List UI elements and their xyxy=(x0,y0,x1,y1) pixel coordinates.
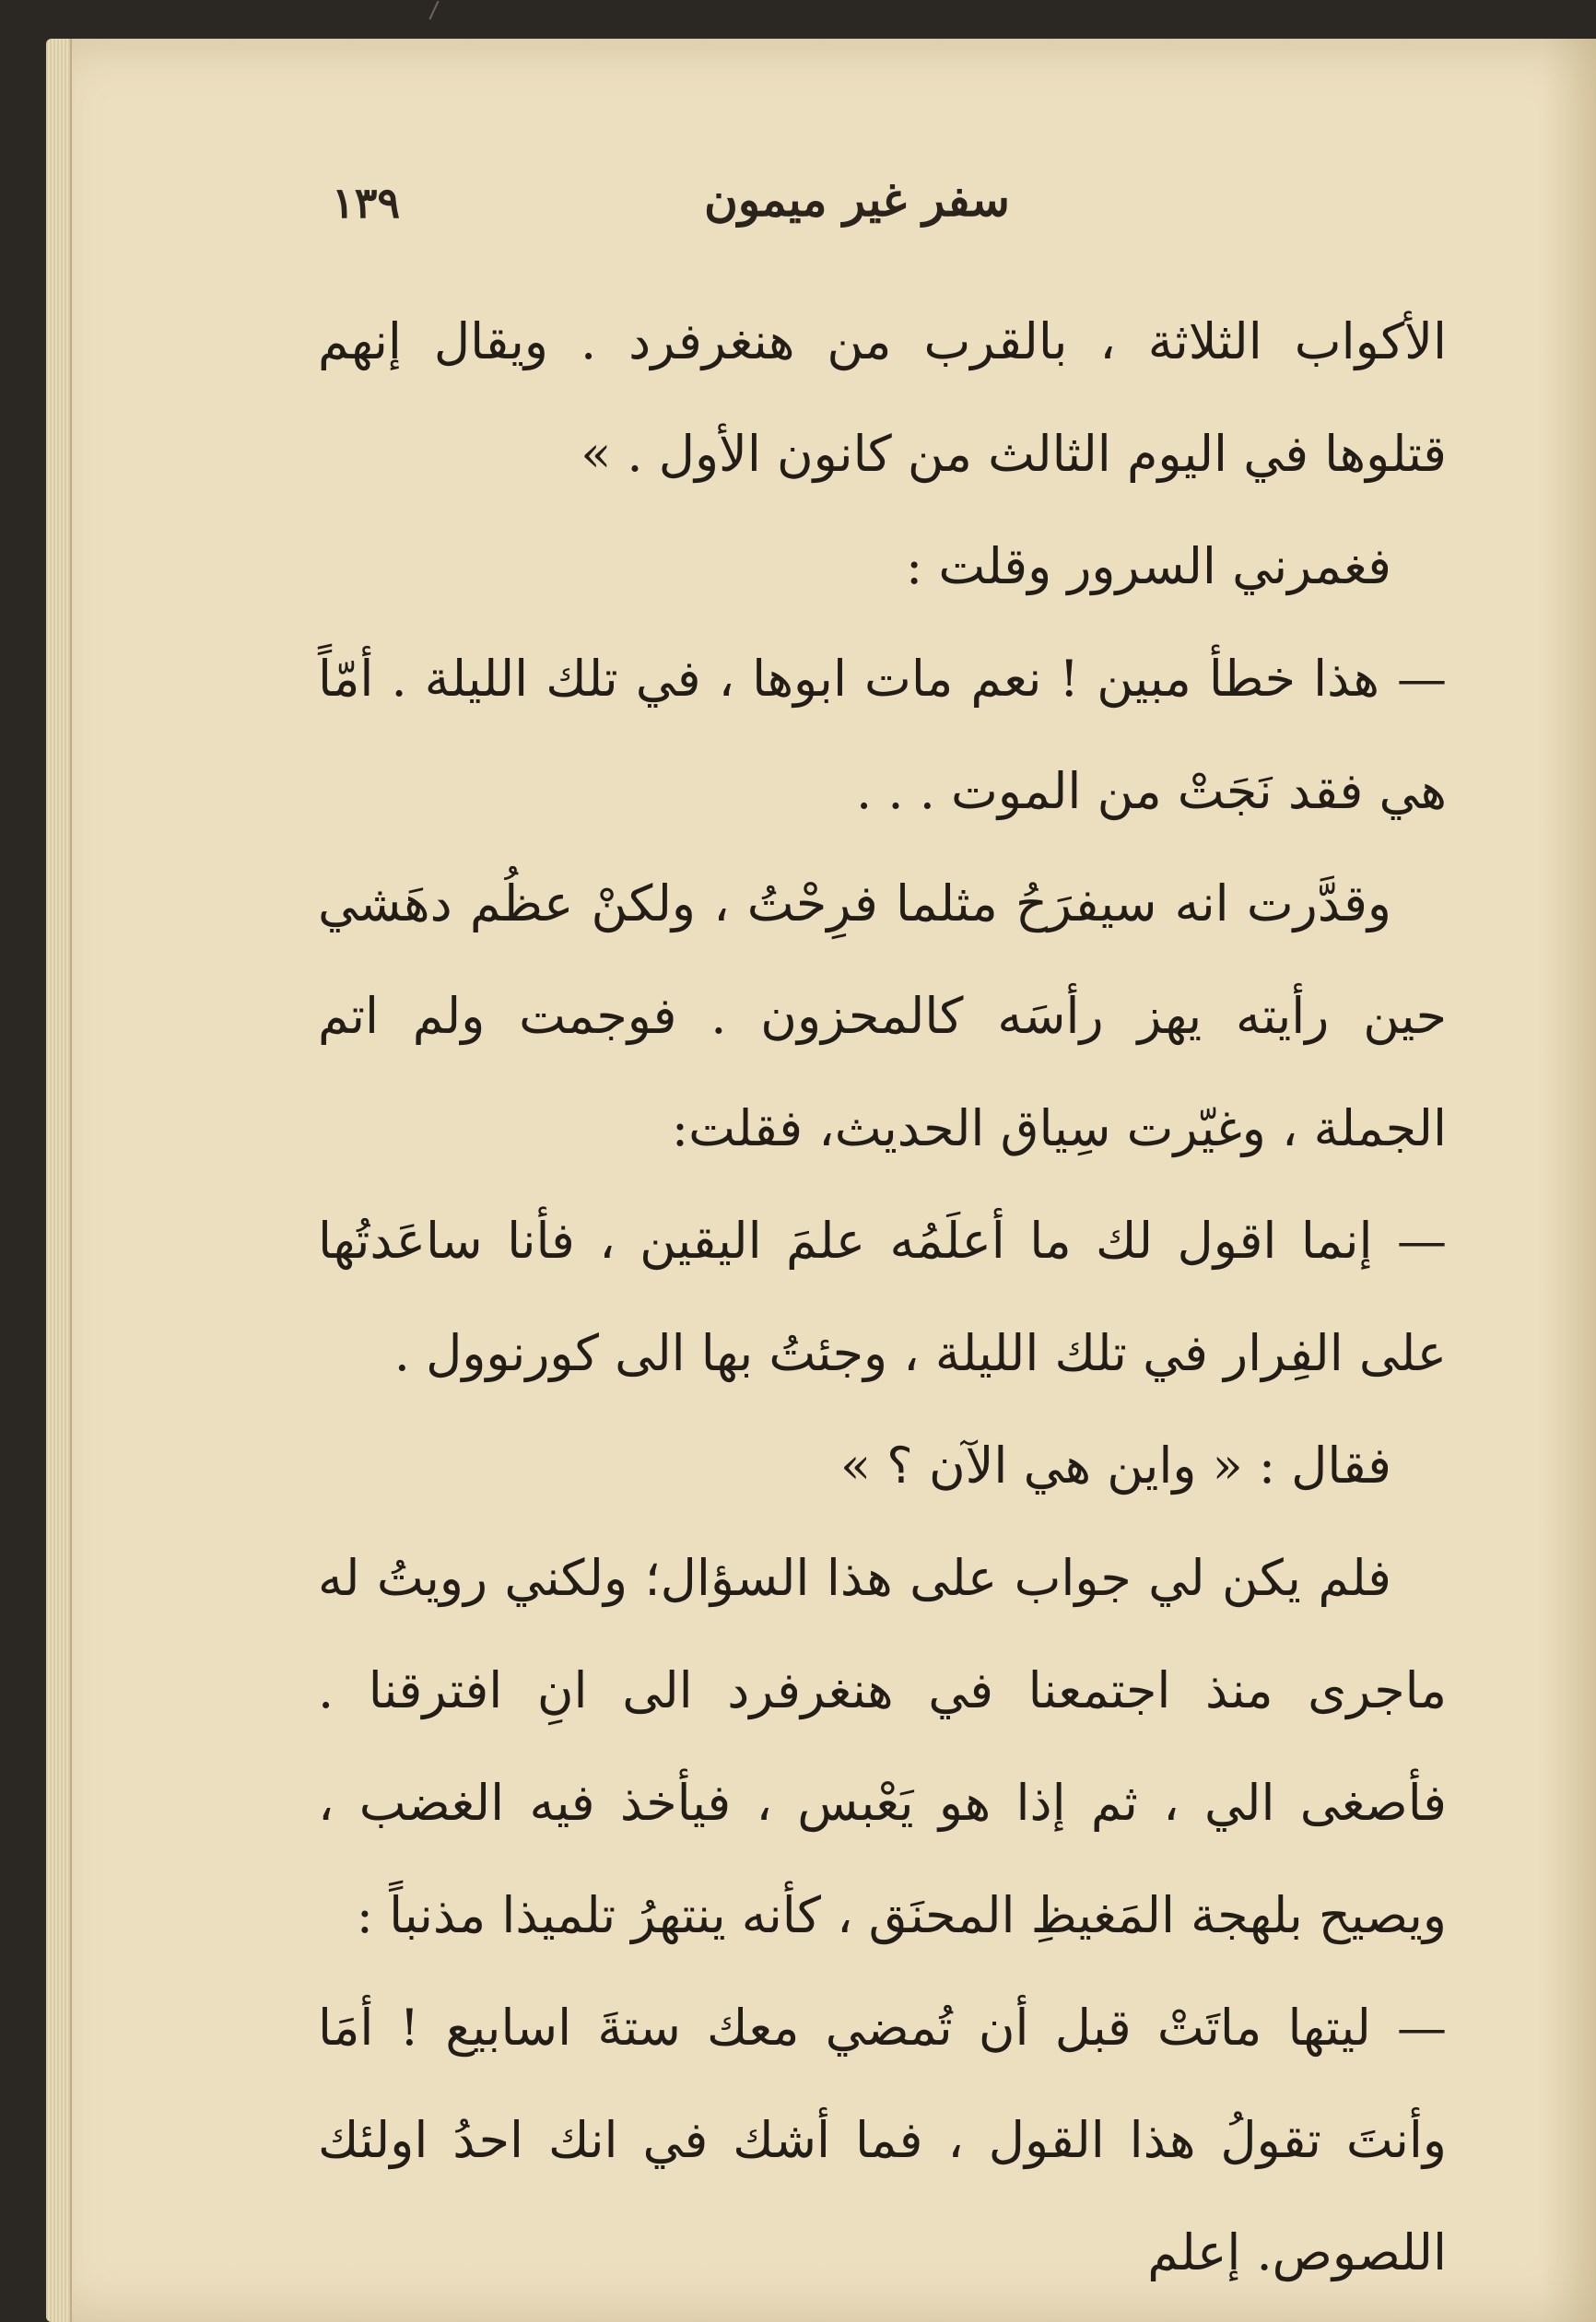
page-gutter-shadow xyxy=(1541,39,1596,2322)
running-title: سفر غير ميمون xyxy=(704,172,1010,227)
paragraph: فلم يكن لي جواب على هذا السؤال؛ ولكني رويتُ له ماجرى منذ اجتمعنا في هنغرفرد الى انِ افترقنا . فأصغى الي ، ثم إذا هو يَعْبس ، فيأخذ فيه الغضب ، ويصيح بلهجة المَغيظِ المحنَق ، كأنه ينتهرُ تلميذا مذنباً : xyxy=(318,1549,1447,1944)
page-header xyxy=(276,161,1438,244)
paragraph: وقدَّرت انه سيفرَحُ مثلما فرِحْتُ ، ولكنْ عظُم دهَشي حين رأيته يهز رأسَه كالمحزون . فوجمت ولم اتم الجملة ، وغيّرت سِياق الحديث، فقلت: xyxy=(318,874,1447,1157)
paragraph: فقال : « واين هي الآن ؟ » xyxy=(839,1437,1391,1495)
paragraph: فغمرني السرور وقلت : xyxy=(906,537,1391,595)
page-edge-stack xyxy=(46,39,72,2322)
dialogue-paragraph: — إنما اقول لك ما أعلَمُه علمَ اليقين ، فأنا ساعَدتُها على الفِرار في تلك الليلة ، وجئتُ بها الى كورنوول . xyxy=(318,1212,1447,1382)
dialogue-paragraph: — ليتها ماتَتْ قبل أن تُمضي معك ستةَ اسابيع ! أمَا وأنتَ تقولُ هذا القول ، فما أشك في انك احدُ اولئك اللصوص. إعلم xyxy=(318,1999,1447,2281)
page-number: ١٣٩ xyxy=(332,178,401,228)
body-text xyxy=(318,286,1447,2309)
corner-mark xyxy=(428,1,439,20)
paragraph: الأكواب الثلاثة ، بالقرب من هنغرفرد . ويقال إنهم قتلوها في اليوم الثالث من كانون الأول . » xyxy=(318,312,1447,483)
dialogue-paragraph: — هذا خطأ مبين ! نعم مات ابوها ، في تلك الليلة . أمّاً هي فقد نَجَتْ من الموت . . . xyxy=(318,650,1447,820)
